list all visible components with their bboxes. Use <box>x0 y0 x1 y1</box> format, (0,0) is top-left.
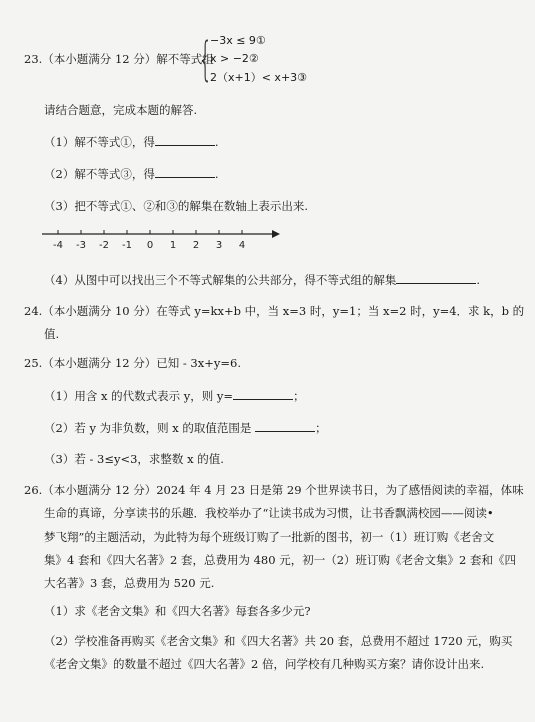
number-line <box>40 226 290 256</box>
q23-part2-end: . <box>214 167 219 181</box>
q26-line: 大名著》3 套，总费用为 520 元. <box>44 576 215 590</box>
q26-part1: （1）求《老舍文集》和《四大名著》每套各多少元? <box>44 604 311 618</box>
q24-line1: 24.（本小题满分 10 分）在等式 y=kx+b 中，当 x=3 时，y=1；当 x=2 时，y=4．求 k，b 的 <box>24 304 525 318</box>
answer-blank[interactable] <box>233 388 293 400</box>
axis-tick-label: 0 <box>146 240 154 251</box>
q23-part4-end: . <box>476 273 480 287</box>
q23-part2-text: （2）解不等式③，得 <box>44 167 155 181</box>
q23-intro: 请结合题意，完成本题的解答. <box>44 103 198 117</box>
q25-part3: （3）若 - 3≤y<3，求整数 x 的值. <box>44 452 224 466</box>
q23-part1-text: （1）解不等式①，得 <box>44 135 155 149</box>
q25-part2 <box>44 420 327 436</box>
q23-part4 <box>44 272 480 288</box>
inequality-3: 2（x+1）< x+3③ <box>210 71 308 84</box>
axis-tick-label: 4 <box>238 240 246 251</box>
q25-part1-text: （1）用含 x 的代数式表示 y，则 y= <box>44 389 234 403</box>
q23-part1 <box>44 134 218 150</box>
q25-part2-text: （2）若 y 为非负数，则 x 的取值范围是 <box>44 421 252 435</box>
answer-blank[interactable] <box>155 134 215 146</box>
q23-part3: （3）把不等式①、②和③的解集在数轴上表示出来. <box>44 199 308 213</box>
axis-tick-label: -3 <box>76 240 86 251</box>
answer-blank[interactable] <box>396 272 476 284</box>
q26-line: 集》4 套和《四大名著》2 套，总费用为 480 元，初一（2）班订购《老舍文集》2 套和《四 <box>44 553 516 567</box>
q26-part2-line: （2）学校准备再购买《老舍文集》和《四大名著》共 20 套，总费用不超过 1720 元，购买 <box>44 634 513 648</box>
q23-part1-end: . <box>214 135 219 149</box>
axis-tick-label: -1 <box>122 240 132 251</box>
answer-blank[interactable] <box>155 166 215 178</box>
q25-part1-end: ； <box>293 389 305 403</box>
q24-line2: 值. <box>44 327 60 341</box>
axis-arrow <box>272 230 280 238</box>
inequality-1: −3x ≤ 9① <box>210 34 266 47</box>
axis-tick-label: 1 <box>169 240 177 251</box>
answer-blank[interactable] <box>255 420 315 432</box>
inequality-2: x > −2② <box>210 52 259 65</box>
q26-line: 生命的真谛，分享读书的乐趣．我校举办了“让读书成为习惯，让书香飘满校园——阅读• <box>44 506 494 520</box>
q26-part2-line: 《老舍文集》的数量不超过《四大名著》2 倍，问学校有几种购买方案？请你设计出来. <box>44 657 485 671</box>
axis-tick-label: -4 <box>53 240 63 251</box>
q23-header: 23.（本小题满分 12 分）解不等式组 <box>24 52 214 66</box>
brace: { <box>198 32 213 86</box>
axis-ticks <box>53 230 245 251</box>
q23-part4-text: （4）从图中可以找出三个不等式解集的公共部分，得不等式组的解集 <box>44 273 397 287</box>
q25-part1 <box>44 388 305 404</box>
q25-part2-end: ； <box>315 421 327 435</box>
axis-tick-label: 3 <box>215 240 223 251</box>
q26-line: 梦飞翔”的主题活动，为此特为每个班级订购了一批新的图书，初一（1）班订购《老舍文 <box>44 530 495 544</box>
q26-line: 26.（本小题满分 12 分）2024 年 4 月 23 日是第 29 个世界读书日，为了感悟阅读的幸福，体味 <box>24 483 524 497</box>
axis-tick-label: 2 <box>192 240 200 251</box>
q25-header: 25.（本小题满分 12 分）已知 - 3x+y=6. <box>24 356 241 370</box>
inequality-system <box>198 30 308 88</box>
q23-part2 <box>44 166 218 182</box>
axis-tick-label: -2 <box>99 240 109 251</box>
